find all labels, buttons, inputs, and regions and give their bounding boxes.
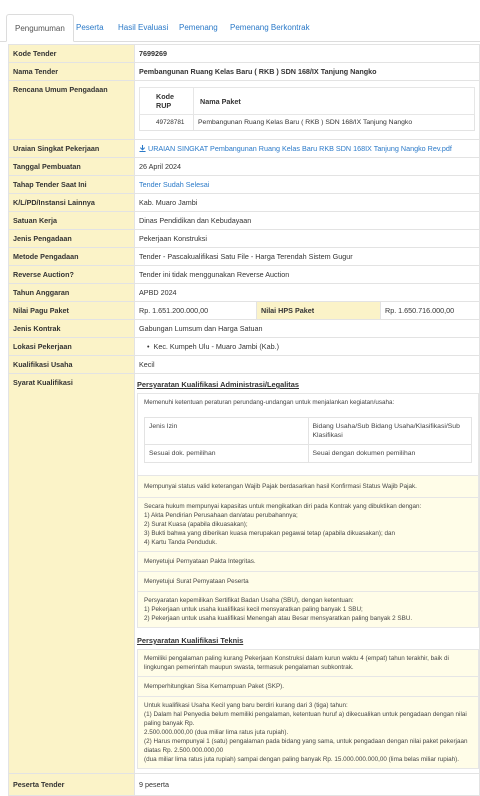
pakta-box: Menyetujui Pernyataan Pakta Integritas. (137, 552, 479, 572)
kode-tender-value: 7699269 (135, 45, 480, 63)
kecil-line: Untuk kualifikasi Usaha Kecil yang baru berdiri kurang dari 3 (tiga) tahun: (144, 702, 348, 709)
hukum-box (137, 498, 479, 552)
row-label: Jenis Pengadaan (9, 230, 135, 248)
row-label: Satuan Kerja (9, 212, 135, 230)
tab-pengumuman[interactable]: Pengumuman (6, 14, 74, 42)
table-row (9, 230, 480, 248)
row-label: Kualifikasi Usaha (9, 356, 135, 374)
table-row (9, 176, 480, 194)
kecil-line: (2) Harus mempunyai 1 (satu) pengalaman pada bidang yang sama, untuk pengadaan dengan nilai paket pekerjaan diatas Rp. 2.500.000.000,00 (144, 738, 468, 754)
rup-kode-value: 49728781 (140, 115, 194, 131)
table-row (9, 45, 480, 63)
metode-value: Tender - Pascakualifikasi Satu File - Harga Terendah Sistem Gugur (135, 248, 480, 266)
uraian-download-link[interactable]: URAIAN SINGKAT Pembangunan Ruang Kelas Baru RKB SDN 168IX Tanjung Nangko Rev.pdf (148, 144, 452, 153)
row-label: Rencana Umum Pengadaan (9, 81, 135, 140)
izin-table (144, 417, 472, 463)
kualifikasi-value: Kecil (135, 356, 480, 374)
rup-table (139, 87, 475, 131)
pengalaman-box: Memiliki pengalaman paling kurang Pekerjaan Konstruksi dalam kurun waktu 4 (empat) tahun terakhir, baik di lingkungan pemerintah maupun swasta, termasuk pengalaman subkontrak. (137, 649, 479, 677)
kecil-line: (1) Dalam hal Penyedia belum memiliki pengalaman, ketentuan huruf a) dikecualikan untuk pengadaan dengan nilai paling banyak Rp. (144, 711, 467, 727)
hukum-line: 2) Surat Kuasa (apabila dikuasakan); (144, 521, 248, 528)
sbu-box (137, 592, 479, 628)
tender-info-table (8, 44, 480, 796)
row-label: Lokasi Pekerjaan (9, 338, 135, 356)
izin-val2: Seuai dengan dokumen pemilihan (308, 445, 472, 463)
download-icon (139, 145, 146, 152)
row-label: Tahap Tender Saat Ini (9, 176, 135, 194)
table-row (9, 356, 480, 374)
tab-hasil-evaluasi[interactable]: Hasil Evaluasi (118, 23, 169, 32)
rup-cell (135, 81, 480, 140)
row-label: Jenis Kontrak (9, 320, 135, 338)
tab-pemenang-berkontrak[interactable]: Pemenang Berkontrak (230, 23, 310, 32)
klpd-value: Kab. Muaro Jambi (135, 194, 480, 212)
table-row (9, 374, 480, 774)
table-row (9, 81, 480, 140)
sbu-line: Persyaratan kepemilikan Sertifikat Badan Usaha (SBU), dengan ketentuan: (144, 597, 354, 604)
sbu-line: 2) Pekerjaan untuk usaha kualifikasi Menengah atau Besar mensyaratkan paling banyak 2 SBU. (144, 615, 413, 622)
kecil-line: (dua miliar lima ratus juta rupiah) sampai dengan paling banyak Rp. 15.000.000.000,00 (lima belas miliar rupiah). (144, 756, 460, 763)
row-label: Uraian Singkat Pekerjaan (9, 140, 135, 158)
tanggal-value: 26 April 2024 (135, 158, 480, 176)
row-label: Peserta Tender (9, 774, 135, 796)
peserta-box: Menyetujui Surat Pernyataan Peserta (137, 572, 479, 592)
hps-value: Rp. 1.650.716.000,00 (381, 302, 480, 320)
syarat-cell (135, 374, 480, 774)
row-label: Tahun Anggaran (9, 284, 135, 302)
table-row (9, 194, 480, 212)
row-label: Nilai Pagu Paket (9, 302, 135, 320)
hukum-line: 3) Bukti bahwa yang diberikan kuasa merupakan pegawai tetap (apabila dikuasakan); dan (144, 530, 395, 537)
table-row (9, 266, 480, 284)
row-label: Metode Pengadaan (9, 248, 135, 266)
reverse-value: Tender ini tidak menggunakan Reverse Auction (135, 266, 480, 284)
nama-tender-value: Pembangunan Ruang Kelas Baru ( RKB ) SDN 168/IX Tanjung Nangko (135, 63, 480, 81)
peserta-tender-value: 9 peserta (135, 774, 480, 796)
hukum-line: 4) Kartu Tanda Penduduk. (144, 539, 218, 546)
row-label: Reverse Auction? (9, 266, 135, 284)
izin-val1: Sesuai dok. pemilihan (145, 445, 309, 463)
table-row (9, 320, 480, 338)
uraian-cell (135, 140, 480, 158)
izin-col2: Bidang Usaha/Sub Bidang Usaha/Klasifikasi/Sub Klasifikasi (308, 418, 472, 445)
tab-pemenang[interactable]: Pemenang (179, 23, 218, 32)
row-label: Syarat Kualifikasi (9, 374, 135, 774)
rup-nama-value: Pembangunan Ruang Kelas Baru ( RKB ) SDN 168/IX Tanjung Nangko (194, 115, 475, 131)
hukum-line: 1) Akta Pendirian Perusahaan dan/atau perubahannya; (144, 512, 298, 519)
table-row (9, 63, 480, 81)
kecil-box (137, 697, 479, 769)
admin-intro-text: Memenuhi ketentuan peraturan perundang-undangan untuk menjalankan kegiatan/usaha: (144, 399, 395, 406)
lokasi-cell (135, 338, 480, 356)
pajak-box: Mempunyai status valid keterangan Wajib Pajak berdasarkan hasil Konfirmasi Status Wajib Pajak. (137, 476, 479, 498)
row-label: Nama Tender (9, 63, 135, 81)
tahun-value: APBD 2024 (135, 284, 480, 302)
table-row (9, 774, 480, 796)
table-row (9, 212, 480, 230)
tab-bar (0, 10, 480, 42)
hps-label: Nilai HPS Paket (257, 302, 381, 320)
tab-peserta[interactable]: Peserta (76, 23, 104, 32)
kontrak-value: Gabungan Lumsum dan Harga Satuan (135, 320, 480, 338)
pagu-value: Rp. 1.651.200.000,00 (135, 302, 257, 320)
rup-col-nama: Nama Paket (194, 88, 475, 115)
sbu-line: 1) Pekerjaan untuk usaha kualifikasi kecil mensyaratkan paling banyak 1 SBU; (144, 606, 363, 613)
teknis-section-title: Persyaratan Kualifikasi Teknis (137, 636, 244, 645)
tahap-cell (135, 176, 480, 194)
satker-value: Dinas Pendidikan dan Kebudayaan (135, 212, 480, 230)
row-label: Kode Tender (9, 45, 135, 63)
table-row (9, 248, 480, 266)
table-row (9, 338, 480, 356)
skp-box: Memperhitungkan Sisa Kemampuan Paket (SKP). (137, 677, 479, 697)
table-row (9, 284, 480, 302)
row-label: Tanggal Pembuatan (9, 158, 135, 176)
hukum-line: Secara hukum mempunyai kapasitas untuk mengikatkan diri pada Kontrak yang dibuktikan dengan: (144, 503, 422, 510)
tahap-link[interactable]: Tender Sudah Selesai (139, 180, 210, 189)
table-row (9, 302, 480, 320)
lokasi-value: • Kec. Kumpeh Ulu - Muaro Jambi (Kab.) (147, 342, 475, 351)
admin-intro (137, 393, 479, 476)
jenis-value: Pekerjaan Konstruksi (135, 230, 480, 248)
table-row (9, 158, 480, 176)
rup-col-kode: Kode RUP (140, 88, 194, 115)
kecil-line: 2.500.000.000,00 (dua miliar lima ratus juta rupiah). (144, 729, 289, 736)
admin-section-title: Persyaratan Kualifikasi Administrasi/Legalitas (137, 380, 299, 389)
table-row (9, 140, 480, 158)
row-label: K/L/PD/Instansi Lainnya (9, 194, 135, 212)
izin-col1: Jenis Izin (145, 418, 309, 445)
